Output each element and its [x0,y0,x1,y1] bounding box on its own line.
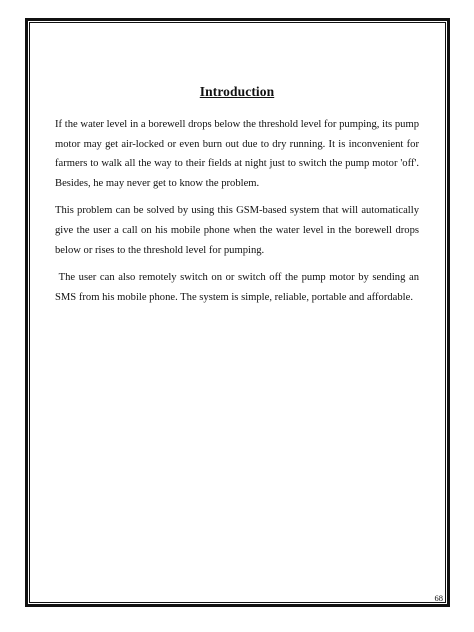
page-title: Introduction [199,84,275,99]
page-number: 68 [434,593,443,603]
paragraph-3: The user can also remotely switch on or switch off the pump motor by sending an SMS from his mobile phone. The system is simple, reliable, portable and affordable. [55,272,422,303]
paragraph-2: This problem can be solved by using this GSM-based system that will automatically give the user a call on his mobile phone when the water level in the borewell drops below or rises to the threshold level for pumping. [55,205,419,256]
page-content [55,84,422,315]
paragraph-1: If the water level in a borewell drops below the threshold level for pumping, its pump motor may get air-locked or even burn out due to dry running. It is inconvenient for farmers to walk all the way to their fields at night just to switch the pump motor 'off'. Besides, he may never get to know the problem. [55,119,419,189]
